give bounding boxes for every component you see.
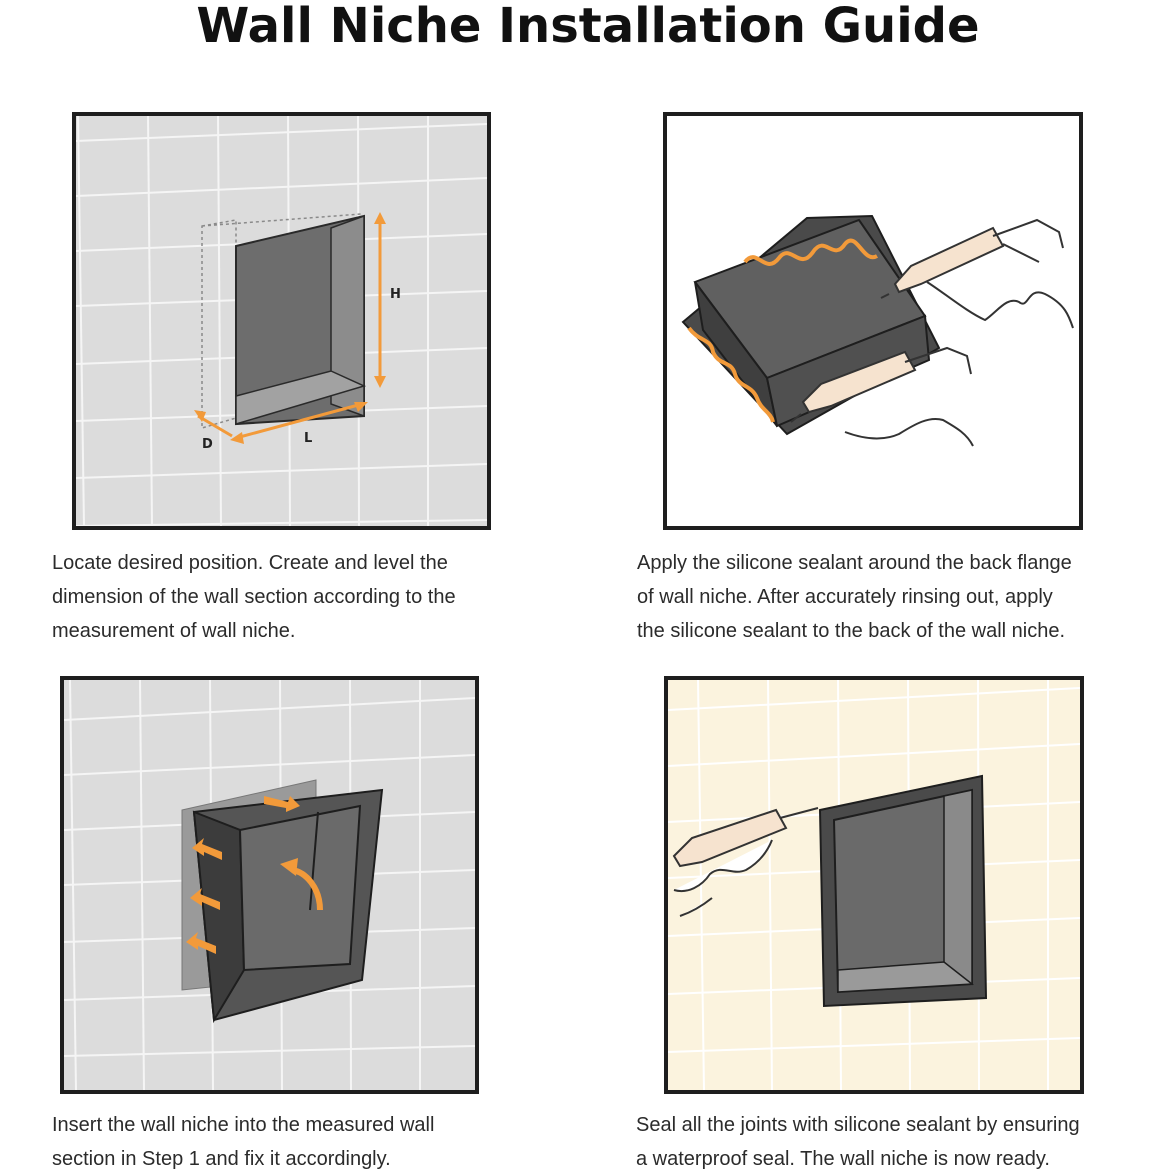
caption-line: a waterproof seal. The wall niche is now ready. [636,1148,1050,1170]
caption-line: Seal all the joints with silicone sealant by ensuring [636,1114,1080,1136]
step-4-diagram [668,680,1080,1090]
step-4-illustration [664,676,1084,1094]
step-3-illustration [60,676,479,1094]
caption-line: section in Step 1 and fix it accordingly. [52,1148,391,1170]
niche-side [944,790,972,984]
step-2-diagram [667,116,1079,526]
caulking-gun-icon [881,220,1063,298]
caption-line: Locate desired position. Create and level the [52,552,448,574]
step-2-illustration [663,112,1083,530]
step-1-caption [52,546,532,648]
caption-line: Insert the wall niche into the measured wall [52,1114,435,1136]
page-title: Wall Niche Installation Guide [196,0,980,54]
depth-label: D [202,437,213,452]
caption-line: measurement of wall niche. [52,620,296,642]
length-label: L [304,431,313,446]
caption-line: of wall niche. After accurately rinsing out, apply [637,586,1053,608]
step-3-caption [52,1108,512,1176]
step-2-caption [637,546,1137,648]
caption-line: the silicone sealant to the back of the wall niche. [637,620,1066,642]
step-4-caption [636,1108,1156,1176]
step-1-illustration [72,112,491,530]
niche-back [240,806,360,970]
caption-line: Apply the silicone sealant around the back flange [637,552,1072,574]
step-3-diagram [64,680,475,1090]
height-label: H [390,287,401,302]
caption-line: dimension of the wall section according to the [52,586,456,608]
step-1-diagram [76,116,487,526]
